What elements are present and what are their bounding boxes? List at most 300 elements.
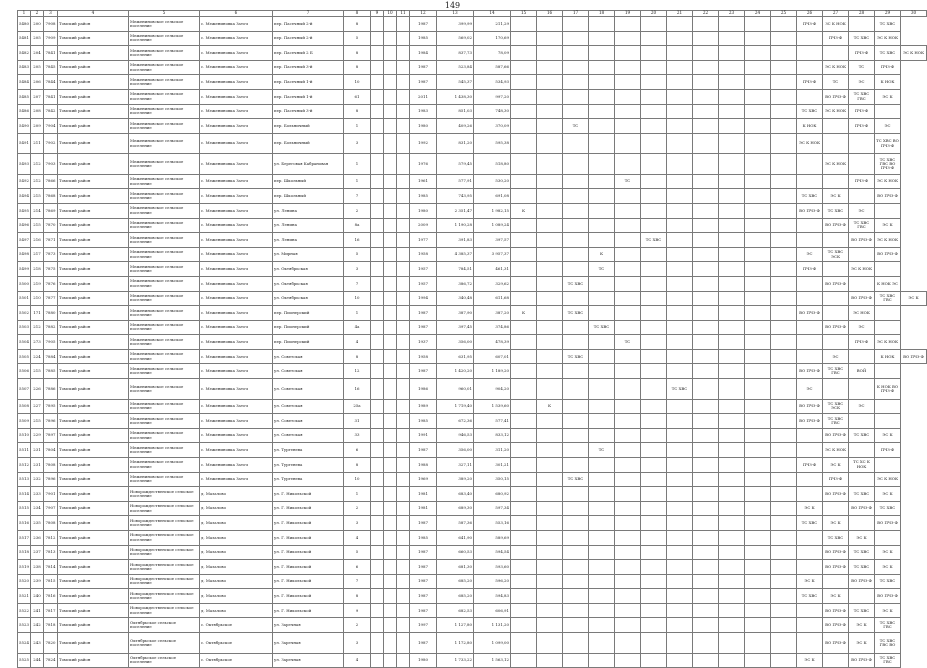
table-cell: с. Межениновка Заточ bbox=[200, 399, 273, 414]
table-cell: ул. Г. Никольской bbox=[273, 501, 344, 516]
table-cell: 2 bbox=[344, 618, 371, 633]
table-cell bbox=[641, 443, 667, 458]
table-cell: 7875 bbox=[44, 262, 58, 277]
table-cell bbox=[589, 218, 615, 233]
table-cell bbox=[849, 379, 875, 400]
table-cell bbox=[589, 89, 615, 104]
table-cell bbox=[667, 203, 693, 218]
table-cell bbox=[589, 276, 615, 291]
table-cell: Томский район bbox=[58, 349, 129, 364]
table-cell: 685,20 bbox=[437, 589, 474, 604]
table-row bbox=[18, 618, 927, 633]
table-cell: 5523 bbox=[18, 618, 31, 633]
table-cell bbox=[397, 89, 410, 104]
table-row bbox=[18, 291, 927, 306]
table-cell: 1937 bbox=[410, 335, 437, 350]
table-cell bbox=[384, 75, 397, 90]
column-number: 7 bbox=[273, 11, 344, 17]
table-cell: ПЧЗ-Ф bbox=[875, 60, 901, 75]
table-cell bbox=[745, 104, 771, 119]
table-cell: ВОЙ bbox=[849, 364, 875, 379]
table-cell bbox=[589, 516, 615, 531]
table-cell: ул. Тургенева bbox=[273, 443, 344, 458]
table-cell bbox=[719, 218, 745, 233]
table-cell bbox=[719, 443, 745, 458]
table-cell: ул. Октябрьская bbox=[273, 276, 344, 291]
table-cell: К bbox=[511, 306, 537, 321]
table-cell bbox=[537, 104, 563, 119]
table-cell bbox=[397, 516, 410, 531]
table-cell bbox=[719, 104, 745, 119]
table-cell bbox=[641, 320, 667, 335]
column-number: 2 bbox=[31, 11, 44, 17]
table-cell bbox=[823, 133, 849, 154]
table-cell bbox=[693, 516, 719, 531]
table-cell: 273 bbox=[31, 335, 44, 350]
table-cell: с. Межениновка Заточ bbox=[200, 75, 273, 90]
table-cell bbox=[397, 276, 410, 291]
table-cell bbox=[667, 276, 693, 291]
table-cell bbox=[589, 31, 615, 46]
table-cell bbox=[771, 399, 797, 414]
column-number: 28 bbox=[849, 11, 875, 17]
table-cell bbox=[693, 603, 719, 618]
table-cell: 329,62 bbox=[474, 276, 511, 291]
table-cell: 7824 bbox=[44, 653, 58, 668]
table-cell bbox=[384, 31, 397, 46]
table-cell: ТС ХВС ГВС ВО ПЧЗ-Ф bbox=[875, 154, 901, 175]
table-cell bbox=[537, 516, 563, 531]
table-cell bbox=[589, 349, 615, 364]
table-cell bbox=[537, 574, 563, 589]
table-cell: 587,66 bbox=[474, 60, 511, 75]
table-cell bbox=[693, 276, 719, 291]
table-cell: ВО ПЧЗ-Ф bbox=[797, 364, 823, 379]
table-cell: 685,20 bbox=[437, 574, 474, 589]
table-cell bbox=[563, 60, 589, 75]
table-row bbox=[18, 119, 927, 134]
table-cell: 748,30 bbox=[474, 104, 511, 119]
table-cell: ТС ХВС bbox=[875, 17, 901, 32]
table-cell bbox=[771, 31, 797, 46]
table-cell bbox=[384, 545, 397, 560]
table-cell: 16 bbox=[344, 233, 371, 248]
table-cell: с. Межениновка Заточ bbox=[200, 104, 273, 119]
table-cell bbox=[719, 399, 745, 414]
table-cell bbox=[745, 89, 771, 104]
table-cell bbox=[615, 276, 641, 291]
table-cell bbox=[693, 306, 719, 321]
table-cell: 7870 bbox=[44, 218, 58, 233]
table-cell: ул. Г. Никольской bbox=[273, 545, 344, 560]
table-cell: 7877 bbox=[44, 291, 58, 306]
table-cell: д. Мазалово bbox=[200, 560, 273, 575]
table-cell bbox=[771, 574, 797, 589]
table-cell bbox=[537, 247, 563, 262]
table-cell bbox=[797, 291, 823, 306]
table-cell bbox=[397, 335, 410, 350]
table-cell: ВО ПЧЗ-Ф bbox=[823, 428, 849, 443]
table-cell: ул. Ленина bbox=[273, 203, 344, 218]
table-cell: Томский район bbox=[58, 574, 129, 589]
table-cell bbox=[745, 75, 771, 90]
table-cell: Межениновское сельское поселение bbox=[129, 414, 200, 429]
table-cell: Томский район bbox=[58, 291, 129, 306]
table-cell: ЭС К НОК bbox=[875, 31, 901, 46]
table-cell bbox=[771, 276, 797, 291]
table-cell bbox=[371, 349, 384, 364]
table-cell: ТС ХВС bbox=[849, 428, 875, 443]
table-cell: ЭС bbox=[823, 349, 849, 364]
table-cell bbox=[511, 603, 537, 618]
table-cell: Межениновское сельское поселение bbox=[129, 203, 200, 218]
table-cell: Томский район bbox=[58, 46, 129, 61]
table-cell: Межениновское сельское поселение bbox=[129, 262, 200, 277]
table-cell: 5510 bbox=[18, 428, 31, 443]
table-cell bbox=[397, 457, 410, 472]
table-cell bbox=[719, 428, 745, 443]
table-cell: ТС ХВС bbox=[797, 189, 823, 204]
table-cell: 837,73 bbox=[437, 46, 474, 61]
table-cell bbox=[589, 414, 615, 429]
table-cell: 1987 bbox=[410, 17, 437, 32]
table-cell bbox=[615, 291, 641, 306]
table-cell: 205 bbox=[31, 60, 44, 75]
table-cell: 833,12 bbox=[474, 428, 511, 443]
table-cell bbox=[693, 133, 719, 154]
table-cell: 1987 bbox=[410, 306, 437, 321]
table-cell bbox=[693, 618, 719, 633]
table-cell bbox=[615, 545, 641, 560]
table-cell: 211 bbox=[31, 133, 44, 154]
table-cell bbox=[771, 174, 797, 189]
table-cell: 8 bbox=[344, 457, 371, 472]
table-cell bbox=[667, 516, 693, 531]
table-cell: Межениновское сельское поселение bbox=[129, 233, 200, 248]
table-cell: 5501 bbox=[18, 291, 31, 306]
table-cell bbox=[371, 364, 384, 379]
table-cell: ул. Советская bbox=[273, 399, 344, 414]
table-cell: д. Мазалово bbox=[200, 530, 273, 545]
table-cell bbox=[537, 653, 563, 668]
table-cell bbox=[397, 472, 410, 487]
table-cell: Томский район bbox=[58, 589, 129, 604]
table-cell bbox=[719, 349, 745, 364]
table-cell bbox=[771, 457, 797, 472]
table-cell: ЭС К НОК bbox=[901, 46, 927, 61]
table-cell bbox=[745, 203, 771, 218]
table-cell bbox=[384, 247, 397, 262]
table-cell bbox=[563, 218, 589, 233]
table-cell bbox=[693, 530, 719, 545]
table-cell bbox=[384, 262, 397, 277]
table-row bbox=[18, 501, 927, 516]
table-cell bbox=[563, 133, 589, 154]
table-cell: ЭС bbox=[849, 399, 875, 414]
table-cell bbox=[371, 545, 384, 560]
table-cell bbox=[641, 17, 667, 32]
table-cell bbox=[384, 428, 397, 443]
table-cell: 5480 bbox=[18, 17, 31, 32]
table-cell: 1 bbox=[344, 487, 371, 502]
table-cell: Новорождественское сельское поселение bbox=[129, 487, 200, 502]
table-cell bbox=[397, 501, 410, 516]
table-cell bbox=[693, 349, 719, 364]
table-cell bbox=[371, 633, 384, 654]
table-cell bbox=[615, 189, 641, 204]
table-cell: 5522 bbox=[18, 603, 31, 618]
table-cell: 7813 bbox=[44, 545, 58, 560]
table-cell bbox=[641, 291, 667, 306]
table-cell: Томский район bbox=[58, 545, 129, 560]
table-cell bbox=[511, 262, 537, 277]
table-cell bbox=[641, 457, 667, 472]
table-cell: 7816 bbox=[44, 589, 58, 604]
table-cell bbox=[771, 154, 797, 175]
table-cell: Томский район bbox=[58, 530, 129, 545]
table-cell: Томский район bbox=[58, 653, 129, 668]
table-cell bbox=[563, 320, 589, 335]
table-cell: Межениновское сельское поселение bbox=[129, 306, 200, 321]
table-cell bbox=[537, 119, 563, 134]
table-cell bbox=[797, 487, 823, 502]
table-cell: ТС ХВС ГВС bbox=[875, 618, 901, 633]
table-cell: ТС ХВС bbox=[875, 46, 901, 61]
table-cell bbox=[667, 306, 693, 321]
table-cell: пер. Пасечный 3-й bbox=[273, 60, 344, 75]
table-cell bbox=[771, 247, 797, 262]
table-cell bbox=[849, 414, 875, 429]
table-cell: с. Межениновка Заточ bbox=[200, 291, 273, 306]
table-cell bbox=[641, 31, 667, 46]
table-cell bbox=[667, 262, 693, 277]
table-cell bbox=[397, 487, 410, 502]
table-cell bbox=[589, 428, 615, 443]
table-cell bbox=[641, 306, 667, 321]
table-cell bbox=[511, 31, 537, 46]
table-cell bbox=[875, 364, 901, 379]
table-cell bbox=[397, 364, 410, 379]
table-cell bbox=[384, 560, 397, 575]
table-cell: ТС ХВС bbox=[849, 487, 875, 502]
table-cell: Межениновское сельское поселение bbox=[129, 89, 200, 104]
table-cell bbox=[719, 233, 745, 248]
table-cell bbox=[397, 189, 410, 204]
table-cell bbox=[563, 428, 589, 443]
table-cell bbox=[371, 46, 384, 61]
table-cell bbox=[875, 203, 901, 218]
table-cell: Межениновское сельское поселение bbox=[129, 174, 200, 189]
table-cell: с. Межениновка Заточ bbox=[200, 89, 273, 104]
table-row bbox=[18, 320, 927, 335]
table-cell bbox=[797, 276, 823, 291]
table-cell: ТС ХВС bbox=[563, 472, 589, 487]
table-cell: Межениновское сельское поселение bbox=[129, 291, 200, 306]
table-cell bbox=[384, 364, 397, 379]
table-cell: 1992 bbox=[410, 133, 437, 154]
table-cell bbox=[745, 247, 771, 262]
table-row bbox=[18, 276, 927, 291]
table-cell: 211,29 bbox=[474, 17, 511, 32]
table-cell: ул. Г. Никольской bbox=[273, 516, 344, 531]
table-cell: 5508 bbox=[18, 399, 31, 414]
table-cell: 340,48 bbox=[437, 291, 474, 306]
table-cell: Томский район bbox=[58, 399, 129, 414]
table-cell: 1 539,60 bbox=[474, 399, 511, 414]
table-cell: 234 bbox=[31, 501, 44, 516]
table-cell bbox=[589, 530, 615, 545]
table-cell bbox=[797, 174, 823, 189]
table-row bbox=[18, 31, 927, 46]
table-cell: Новорождественское сельское поселение bbox=[129, 545, 200, 560]
table-cell bbox=[537, 633, 563, 654]
table-cell bbox=[563, 560, 589, 575]
table-cell bbox=[667, 399, 693, 414]
table-cell: ЭС К НОК bbox=[823, 104, 849, 119]
table-cell: 243 bbox=[31, 633, 44, 654]
table-cell: 831,20 bbox=[437, 133, 474, 154]
table-cell bbox=[667, 218, 693, 233]
table-cell bbox=[563, 154, 589, 175]
table-cell bbox=[384, 203, 397, 218]
table-cell bbox=[589, 17, 615, 32]
table-cell: 2 351,47 bbox=[437, 203, 474, 218]
table-cell bbox=[745, 603, 771, 618]
table-cell bbox=[384, 60, 397, 75]
table-cell: 78,09 bbox=[474, 46, 511, 61]
column-number: 11 bbox=[397, 11, 410, 17]
table-cell bbox=[397, 291, 410, 306]
table-cell bbox=[511, 443, 537, 458]
table-cell: 208 bbox=[31, 104, 44, 119]
table-cell: Межениновское сельское поселение bbox=[129, 189, 200, 204]
table-cell: 595,38 bbox=[474, 133, 511, 154]
table-cell: 241 bbox=[31, 603, 44, 618]
table-cell bbox=[745, 379, 771, 400]
table-cell bbox=[745, 414, 771, 429]
table-cell bbox=[615, 133, 641, 154]
table-cell bbox=[693, 428, 719, 443]
table-cell bbox=[511, 335, 537, 350]
table-cell: Томский район bbox=[58, 233, 129, 248]
table-cell bbox=[397, 60, 410, 75]
table-cell: К НОК bbox=[875, 75, 901, 90]
table-cell: Томский район bbox=[58, 174, 129, 189]
table-cell: 5 bbox=[344, 545, 371, 560]
table-cell bbox=[667, 154, 693, 175]
table-cell: Межениновское сельское поселение bbox=[129, 17, 200, 32]
table-cell: 1987 bbox=[410, 516, 437, 531]
table-cell: 681,30 bbox=[437, 560, 474, 575]
table-cell bbox=[641, 89, 667, 104]
table-cell bbox=[397, 545, 410, 560]
table-cell: ул. Советская bbox=[273, 428, 344, 443]
table-cell bbox=[589, 104, 615, 119]
column-number: 15 bbox=[511, 11, 537, 17]
table-cell: 8 bbox=[344, 17, 371, 32]
table-cell: пер. Пасечный 2-й bbox=[273, 17, 344, 32]
table-cell: Томский район bbox=[58, 603, 129, 618]
table-cell bbox=[849, 516, 875, 531]
table-cell: Томский район bbox=[58, 457, 129, 472]
table-cell: 4 bbox=[344, 530, 371, 545]
table-cell bbox=[641, 472, 667, 487]
table-cell: 5491 bbox=[18, 133, 31, 154]
table-cell bbox=[875, 414, 901, 429]
table-cell: ул. Г. Никольской bbox=[273, 560, 344, 575]
table-cell bbox=[615, 560, 641, 575]
table-cell bbox=[771, 306, 797, 321]
table-cell: 1991 bbox=[410, 428, 437, 443]
table-cell bbox=[745, 218, 771, 233]
table-cell bbox=[875, 457, 901, 472]
table-cell bbox=[667, 501, 693, 516]
table-cell: ул. Советская bbox=[273, 379, 344, 400]
table-cell bbox=[641, 349, 667, 364]
table-cell bbox=[537, 472, 563, 487]
table-cell: Новорождественское сельское поселение bbox=[129, 560, 200, 575]
table-cell: 5520 bbox=[18, 574, 31, 589]
table-cell: Томский район bbox=[58, 104, 129, 119]
table-cell bbox=[384, 379, 397, 400]
table-cell: 212 bbox=[31, 154, 44, 175]
table-cell bbox=[667, 574, 693, 589]
table-cell bbox=[615, 349, 641, 364]
table-cell: ПЧЗ-Ф bbox=[849, 119, 875, 134]
table-cell: 683,40 bbox=[437, 487, 474, 502]
table-cell: 399,99 bbox=[437, 17, 474, 32]
table-cell bbox=[537, 306, 563, 321]
table-cell bbox=[371, 119, 384, 134]
table-cell bbox=[667, 31, 693, 46]
table-cell: ВО ПЧЗ-Ф bbox=[823, 89, 849, 104]
table-cell bbox=[641, 428, 667, 443]
table-cell bbox=[693, 364, 719, 379]
column-number: 30 bbox=[901, 11, 927, 17]
table-cell: 231 bbox=[31, 457, 44, 472]
table-cell bbox=[589, 119, 615, 134]
table-cell: 8 bbox=[344, 104, 371, 119]
table-cell: 596,20 bbox=[474, 574, 511, 589]
table-cell: ЭС К bbox=[823, 516, 849, 531]
column-number: 14 bbox=[474, 11, 511, 17]
table-cell bbox=[563, 233, 589, 248]
table-cell bbox=[563, 203, 589, 218]
table-cell bbox=[615, 31, 641, 46]
table-row bbox=[18, 75, 927, 90]
table-cell bbox=[384, 218, 397, 233]
table-cell: 31 bbox=[344, 414, 371, 429]
table-cell: с. Межениновка Заточ bbox=[200, 174, 273, 189]
table-cell: 597,34 bbox=[474, 501, 511, 516]
table-cell bbox=[397, 530, 410, 545]
table-cell bbox=[537, 174, 563, 189]
table-cell: 170,69 bbox=[474, 31, 511, 46]
table-cell: 389,20 bbox=[437, 472, 474, 487]
table-cell: 7880 bbox=[44, 306, 58, 321]
table-cell: К bbox=[537, 399, 563, 414]
table-cell bbox=[875, 306, 901, 321]
table-cell bbox=[641, 574, 667, 589]
table-cell bbox=[511, 174, 537, 189]
table-cell bbox=[615, 399, 641, 414]
table-cell bbox=[511, 119, 537, 134]
table-cell: 1 bbox=[344, 174, 371, 189]
table-cell: 7885 bbox=[44, 364, 58, 379]
table-cell: 233 bbox=[31, 487, 44, 502]
table-cell bbox=[589, 233, 615, 248]
table-cell bbox=[771, 379, 797, 400]
